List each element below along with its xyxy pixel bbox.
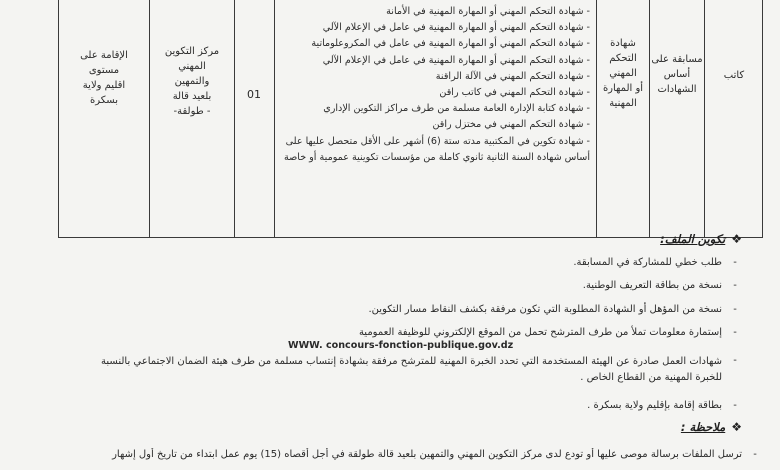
url-line	[80, 339, 740, 353]
certificate-item: - شهادة التحكم المهني أو المهارة المهنية في الأمانة	[386, 6, 590, 17]
dash-bullet-icon: -	[753, 449, 757, 460]
dash-bullet-icon: -	[733, 355, 737, 366]
certificate-item: - شهادة تكوين في المكتبية مدته ستة (6) أشهر على الأقل متحصل عليها على أساس شهادة السنة الثانية ثانوي كاملة من مؤسسات تكوينية عمومية أو خاصة	[283, 135, 590, 163]
institution-cell: مركز التكوين المهني والتمهين بلعيد قالة - طولقة-	[164, 46, 220, 117]
recruitment-mode-cell: مسابقة على أساس الشهادات	[651, 54, 703, 95]
list-item: - نسخة من بطاقة التعريف الوطنية.	[80, 279, 740, 293]
dash-bullet-icon: -	[733, 280, 737, 291]
certificate-item: - شهادة كتابة الإدارة العامة مسلمة من طرف مراكز التكوين الإداري	[323, 103, 590, 115]
table-divider	[649, 0, 650, 237]
certificate-item: - شهادة التحكم المهني في الآلة الراقنة	[435, 70, 590, 82]
dash-bullet-icon: -	[733, 327, 737, 338]
dash-bullet-icon: -	[733, 304, 737, 315]
certificate-item: - شهادة التحكم المهني في كاتب راقن	[439, 87, 590, 99]
certificate-item: - شهادة التحكم المهني أو المهارة المهنية في عامل في الإعلام الآلي	[322, 22, 590, 34]
list-item: - طلب خطي للمشاركة في المسابقة.	[80, 256, 740, 270]
qualification-cell: شهادة التحكم المهني أو المهارة المهنية	[602, 38, 644, 109]
list-item: - إستمارة معلومات تملأ من طرف المترشح تحمل من الموقع الإلكتروني للوظيفة العمومية	[80, 326, 740, 340]
job-title-cell: كاتب	[723, 70, 745, 81]
certificate-item: - شهادة التحكم المهني في مختزل راقن	[432, 119, 590, 131]
certificates-list	[274, 0, 596, 166]
list-item: - نسخة من المؤهل أو الشهادة المطلوبة التي تكون مرفقة بكشف النقاط مسار التكوين.	[80, 303, 740, 317]
posts-count-cell: 01	[247, 88, 261, 101]
table-divider	[234, 0, 235, 237]
dash-bullet-icon: -	[733, 257, 737, 268]
star-bullet-icon: ❖	[731, 420, 742, 434]
certificate-item: - شهادة التحكم المهني أو المهارة المهنية في عامل في الإعلام الآلي	[322, 54, 590, 66]
dash-bullet-icon: -	[733, 400, 737, 411]
list-item: - شهادات العمل صادرة عن الهيئة المستخدمة التي تحدد الخبرة المهنية للمترشح مرفقة بشهادة إنتساب مسلمة من طرف هيئة الضمان الاجتماعي بالنسبة للخبرة المهنية من القطاع الخاص .	[80, 354, 740, 386]
star-bullet-icon: ❖	[731, 232, 742, 246]
file-section-heading: ❖ تكوين الملف:	[660, 232, 742, 246]
table-divider	[704, 0, 705, 237]
list-item: - بطاقة إقامة بإقليم ولاية بسكرة .	[80, 399, 740, 413]
residence-cell: الإقامة على مستوى اقليم ولاية بسكرة	[80, 50, 128, 106]
recruitment-table	[58, 0, 763, 238]
note-section-heading: ❖ ملاحظة :	[680, 420, 742, 434]
list-item: - ترسل الملفات برسالة موصى عليها أو تودع لدى مركز التكوين المهني والتمهين بلعيد قالة طولقة في أجل أقصاه (15) يوم عمل ابتداء من تاريخ أول إشهار	[40, 448, 760, 462]
certificate-item: - شهادة التحكم المهني أو المهارة المهنية في عامل في المكروعلوماتية	[311, 38, 590, 50]
url-link[interactable]: WWW. concours-fonction-publique.gov.dz	[288, 340, 514, 351]
